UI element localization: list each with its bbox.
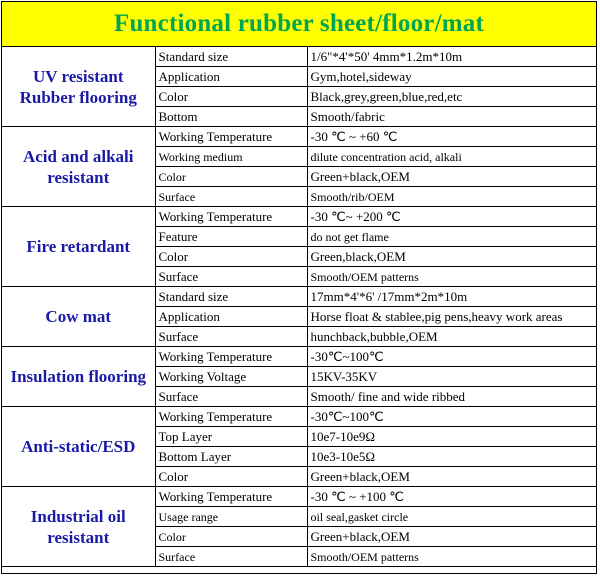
property-value: 10e3-10e5Ω <box>307 447 596 467</box>
property-label: Surface <box>155 547 307 567</box>
property-label: Application <box>155 307 307 327</box>
property-value: Black,grey,green,blue,red,etc <box>307 87 596 107</box>
property-label: Color <box>155 527 307 547</box>
property-label: Top Layer <box>155 427 307 447</box>
property-value: hunchback,bubble,OEM <box>307 327 596 347</box>
property-value: Green,black,OEM <box>307 247 596 267</box>
property-label: Surface <box>155 327 307 347</box>
property-value: -30℃~100℃ <box>307 347 596 367</box>
property-value: -30 ℃~ +200 ℃ <box>307 207 596 227</box>
property-label: Usage range <box>155 507 307 527</box>
property-value: dilute concentration acid, alkali <box>307 147 596 167</box>
property-label: Color <box>155 167 307 187</box>
spec-table <box>2 47 596 567</box>
table-row <box>2 347 596 367</box>
property-value: -30℃~100℃ <box>307 407 596 427</box>
property-label: Surface <box>155 387 307 407</box>
property-value: Smooth/OEM patterns <box>307 547 596 567</box>
property-label: Working medium <box>155 147 307 167</box>
property-label: Working Temperature <box>155 207 307 227</box>
property-label: Working Temperature <box>155 127 307 147</box>
table-row <box>2 487 596 507</box>
table-row <box>2 407 596 427</box>
table-row <box>2 287 596 307</box>
property-label: Surface <box>155 267 307 287</box>
category-cell: Fire retardant <box>2 207 155 287</box>
property-value: do not get flame <box>307 227 596 247</box>
property-value: Green+black,OEM <box>307 167 596 187</box>
property-value: -30 ℃ ~ +100 ℃ <box>307 487 596 507</box>
page-title: Functional rubber sheet/floor/mat <box>2 2 596 47</box>
table-row <box>2 47 596 67</box>
table-row <box>2 127 596 147</box>
property-value: Smooth/fabric <box>307 107 596 127</box>
property-label: Working Temperature <box>155 487 307 507</box>
property-label: Color <box>155 87 307 107</box>
property-value: 1/6"*4'*50' 4mm*1.2m*10m <box>307 47 596 67</box>
category-cell: UV resistant Rubber flooring <box>2 47 155 127</box>
table-row <box>2 207 596 227</box>
spec-table-body <box>2 47 596 567</box>
property-label: Working Temperature <box>155 407 307 427</box>
property-label: Feature <box>155 227 307 247</box>
property-value: 15KV-35KV <box>307 367 596 387</box>
property-label: Surface <box>155 187 307 207</box>
property-label: Bottom <box>155 107 307 127</box>
category-cell: Insulation flooring <box>2 347 155 407</box>
property-value: Gym,hotel,sideway <box>307 67 596 87</box>
property-label: Standard size <box>155 287 307 307</box>
property-label: Bottom Layer <box>155 447 307 467</box>
property-value: 17mm*4'*6' /17mm*2m*10m <box>307 287 596 307</box>
property-label: Application <box>155 67 307 87</box>
property-value: Horse float & stablee,pig pens,heavy work areas <box>307 307 596 327</box>
category-cell: Acid and alkali resistant <box>2 127 155 207</box>
category-cell: Cow mat <box>2 287 155 347</box>
property-value: Smooth/ fine and wide ribbed <box>307 387 596 407</box>
property-value: -30 ℃ ~ +60 ℃ <box>307 127 596 147</box>
spec-sheet <box>1 1 597 574</box>
property-value: Green+black,OEM <box>307 527 596 547</box>
property-label: Color <box>155 467 307 487</box>
property-label: Working Temperature <box>155 347 307 367</box>
property-label: Working Voltage <box>155 367 307 387</box>
property-value: Green+black,OEM <box>307 467 596 487</box>
property-value: oil seal,gasket circle <box>307 507 596 527</box>
property-value: Smooth/rib/OEM <box>307 187 596 207</box>
category-cell: Anti-static/ESD <box>2 407 155 487</box>
category-cell: Industrial oil resistant <box>2 487 155 567</box>
property-label: Standard size <box>155 47 307 67</box>
property-value: 10e7-10e9Ω <box>307 427 596 447</box>
property-label: Color <box>155 247 307 267</box>
property-value: Smooth/OEM patterns <box>307 267 596 287</box>
